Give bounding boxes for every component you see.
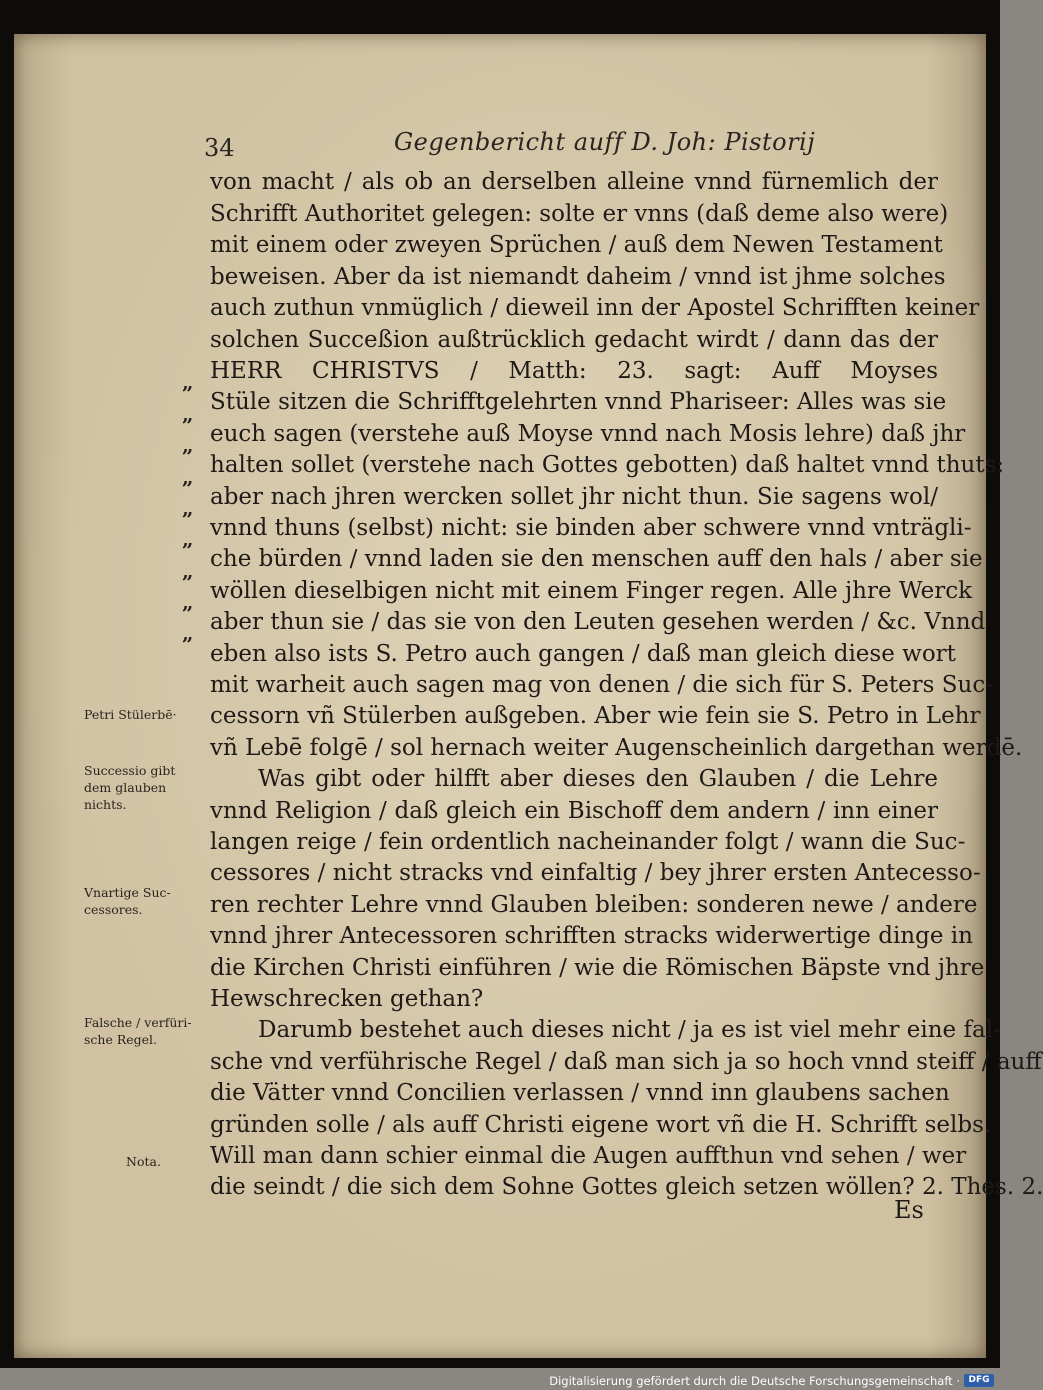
text-line: die Vätter vnnd Concilien verlassen / vnnd inn glaubens sachen [210, 1080, 950, 1106]
text-line: mit einem oder zweyen Sprüchen / auß dem Newen Testament [210, 232, 943, 258]
running-title: Gegenbericht auff D. Joh: Pistorij [394, 128, 816, 156]
quotation-mark: „ [182, 621, 194, 645]
text-line: mit warheit auch sagen mag von denen / die sich für S. Peters Suc- [210, 672, 994, 698]
text-line: die seindt / die sich dem Sohne Gottes gleich setzen wöllen? 2. Thes. 2. [210, 1174, 1043, 1200]
text-line: Was gibt oder hilfft aber dieses den Glauben / die Lehre [258, 766, 938, 792]
text-line: aber nach jhren wercken sollet jhr nicht thun. Sie sagens wol/ [210, 484, 938, 510]
text-line: beweisen. Aber da ist niemandt daheim / vnnd ist jhme solches [210, 264, 946, 290]
text-line: von macht / als ob an derselben alleine vnnd fürnemlich der [210, 169, 938, 195]
text-line: wöllen dieselbigen nicht mit einem Finger regen. Alle jhre Werck [210, 578, 973, 604]
text-line: che bürden / vnnd laden sie den menschen auff den hals / aber sie [210, 546, 983, 572]
text-line: Darumb bestehet auch dieses nicht / ja es ist viel mehr eine fal- [258, 1017, 1001, 1043]
text-line: auch zuthun vnmüglich / dieweil inn der Apostel Schrifften keiner [210, 295, 980, 321]
marginal-note-falsche: Falsche / verfüri- sche Regel. [84, 1015, 192, 1047]
text-line: cessorn vñ Stülerben außgeben. Aber wie fein sie S. Petro in Lehr [210, 703, 981, 729]
marginal-note-successio: Successio gibt dem glauben nichts. [84, 763, 176, 812]
text-line: langen reige / fein ordentlich nacheinander folgt / wann die Suc- [210, 829, 966, 855]
text-line: aber thun sie / das sie von den Leuten gesehen werden / &c. Vnnd [210, 609, 986, 635]
quotation-mark: „ [182, 559, 194, 583]
catchword: Es [894, 1196, 924, 1224]
quotation-mark: „ [182, 433, 194, 457]
digitization-credit: Digitalisierung gefördert durch die Deutsche Forschungsgemeinschaft · [549, 1374, 960, 1388]
text-line: HERR CHRISTVS / Matth: 23. sagt: Auff Moyses [210, 358, 938, 384]
text-line: halten sollet (verstehe nach Gottes gebotten) daß haltet vnnd thuts: [210, 452, 1005, 478]
quotation-mark: „ [182, 370, 194, 394]
text-line: eben also ists S. Petro auch gangen / daß man gleich diese wort [210, 641, 956, 667]
text-line: die Kirchen Christi einführen / wie die Römischen Bäpste vnd jhre [210, 955, 985, 981]
quotation-mark: „ [182, 496, 194, 520]
text-line: euch sagen (verstehe auß Moyse vnnd nach Mosis lehre) daß jhr [210, 421, 966, 447]
quotation-mark: „ [182, 402, 194, 426]
text-line: ren rechter Lehre vnnd Glauben bleiben: sonderen newe / andere [210, 892, 978, 918]
text-line: cessores / nicht stracks vnd einfaltig / bey jhrer ersten Antecesso- [210, 860, 981, 886]
quotation-mark: „ [182, 527, 194, 551]
text-line: solchen Succeßion außtrücklich gedacht wirdt / dann das der [210, 327, 938, 353]
dfg-logo: DFG [964, 1374, 994, 1387]
text-line: vnnd thuns (selbst) nicht: sie binden aber schwere vnnd vnträgli- [210, 515, 972, 541]
text-line: sche vnd verführische Regel / daß man sich ja so hoch vnnd steiff / auff [210, 1049, 1042, 1075]
text-line: vnnd jhrer Antecessoren schrifften stracks widerwertige dinge in [210, 923, 973, 949]
text-line: Will man dann schier einmal die Augen auffthun vnd sehen / wer [210, 1143, 967, 1169]
marginal-note-nota: Nota. [126, 1154, 161, 1169]
page-number: 34 [204, 134, 235, 162]
text-line: vnnd Religion / daß gleich ein Bischoff dem andern / inn einer [210, 798, 938, 824]
quotation-mark: „ [182, 465, 194, 489]
page-header [204, 128, 944, 160]
marginal-note-unartige: Vnartige Suc- cessores. [84, 885, 171, 917]
quotation-mark: „ [182, 590, 194, 614]
text-line: Schrifft Authoritet gelegen: solte er vnns (daß deme also were) [210, 201, 949, 227]
marginal-note-petri: Petri Stülerbē· [84, 707, 177, 722]
text-line: Hewschrecken gethan? [210, 986, 484, 1012]
text-line: Stüle sitzen die Schrifftgelehrten vnnd Phariseer: Alles was sie [210, 389, 947, 415]
text-line: vñ Lebē folgē / sol hernach weiter Augenscheinlich dargethan werdē. [210, 735, 1023, 761]
text-line: gründen solle / als auff Christi eigene wort vñ die H. Schrifft selbs. [210, 1112, 992, 1138]
